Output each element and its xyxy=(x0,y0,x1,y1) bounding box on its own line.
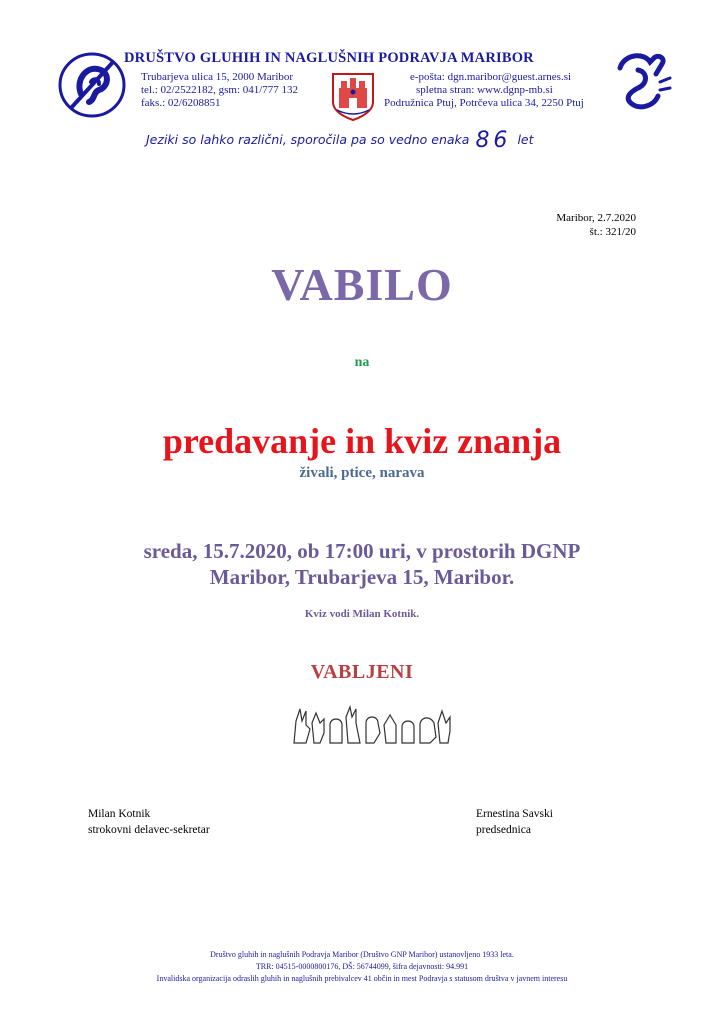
email-line: e-pošta: dgn.maribor@guest.arnes.si xyxy=(410,71,572,83)
phone-line: tel.: 02/2522182, gsm: 041/777 132 xyxy=(141,84,299,96)
signature-left-name: Milan Kotnik xyxy=(88,808,151,820)
sign-language-hands-icon xyxy=(290,703,455,747)
when-line-1: sreda, 15.7.2020, ob 17:00 uri, v prostorih DGNP xyxy=(143,539,581,563)
address-line: Trubarjeva ulica 15, 2000 Maribor xyxy=(141,71,294,83)
reference-number: št.: 321/20 xyxy=(589,226,636,238)
motto-text: Jeziki so lahko različni, sporočila pa so vedno enaka xyxy=(146,132,470,147)
invitation-title: VABILO xyxy=(271,259,453,310)
footer-line-3: Invalidska organizacija odraslih gluhih in naglušnih prebivalcev 41 občin in mest Podravja s statusom društva v javnem interesu xyxy=(156,974,568,983)
welcome-text: VABLJENI xyxy=(310,661,414,683)
website-line: spletna stran: www.dgnp-mb.si xyxy=(416,84,553,96)
event-title: predavanje in kviz znanja xyxy=(162,421,562,461)
footer xyxy=(0,949,724,985)
quiz-host: Kviz vodi Milan Kotnik. xyxy=(304,608,420,620)
signature-left xyxy=(88,806,210,838)
branch-line: Podružnica Ptuj, Potrčeva ulica 34, 2250 Ptuj xyxy=(384,97,584,109)
na-word: na xyxy=(354,355,370,370)
header-contact-right xyxy=(384,71,584,110)
event-when-where xyxy=(0,538,724,590)
date-block xyxy=(556,211,636,239)
hearing-logo-icon xyxy=(57,50,127,120)
fax-line: faks.: 02/6208851 xyxy=(141,97,221,109)
motto-number: 86 xyxy=(475,128,512,153)
header-contact-left xyxy=(141,71,298,110)
when-line-2: Maribor, Trubarjeva 15, Maribor. xyxy=(209,565,515,589)
footer-line-1: Društvo gluhih in naglušnih Podravja Maribor (Društvo GNP Maribor) ustanovljeno 1933 leta. xyxy=(210,950,514,959)
maribor-coat-of-arms-icon xyxy=(331,72,375,122)
sign-hand-logo-icon xyxy=(614,48,672,118)
footer-line-2: TRR: 04515-0000800176, DŠ: 56744099, šifra dejavnosti: 94.991 xyxy=(255,962,469,971)
organization-name: DRUŠTVO GLUHIH IN NAGLUŠNIH PODRAVJA MARIBOR xyxy=(124,50,534,66)
signature-left-role: strokovni delavec-sekretar xyxy=(88,824,210,836)
motto-suffix: let xyxy=(517,132,534,147)
date-line: Maribor, 2.7.2020 xyxy=(556,212,636,224)
event-subtitle: živali, ptice, narava xyxy=(299,465,425,481)
signature-right xyxy=(476,806,553,838)
motto xyxy=(146,128,534,153)
signature-right-name: Ernestina Savski xyxy=(476,808,553,820)
signature-right-role: predsednica xyxy=(476,824,531,836)
